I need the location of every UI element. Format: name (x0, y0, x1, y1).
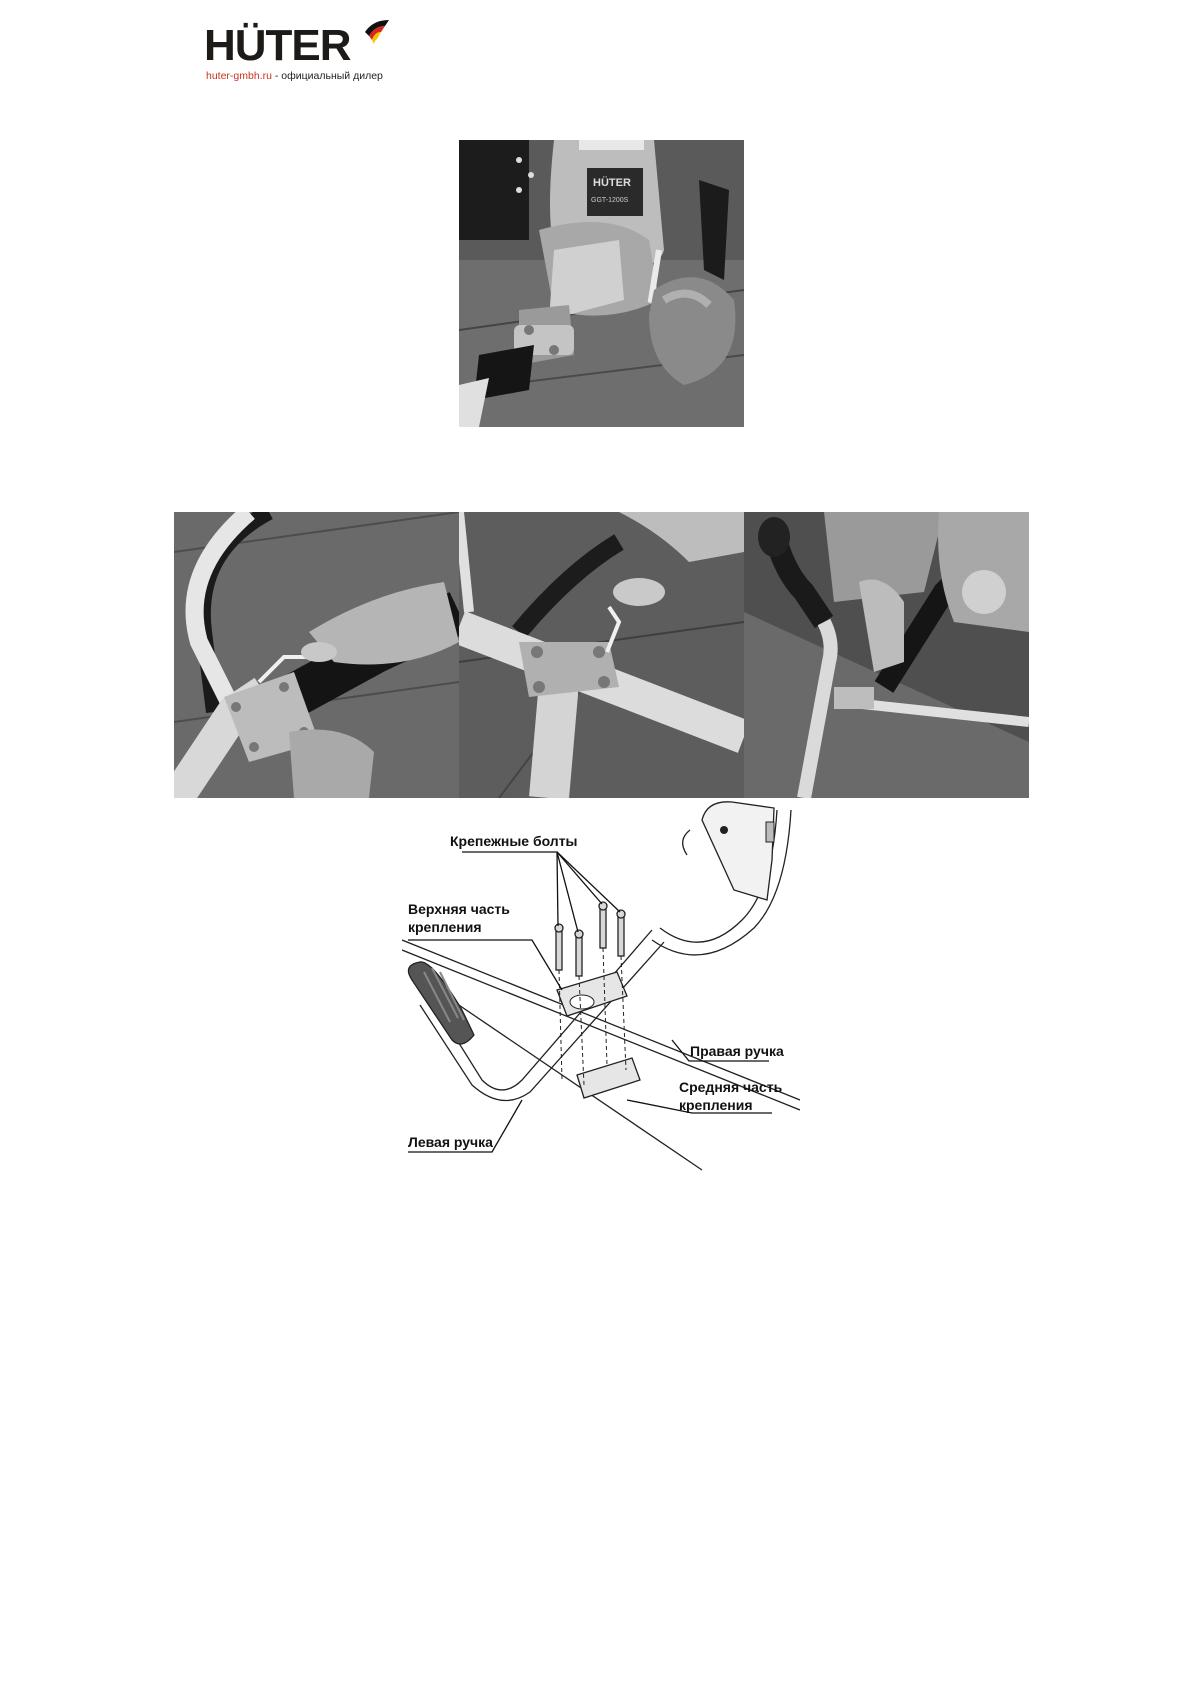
flag-icon (359, 18, 395, 58)
engine-assembly-photo (459, 140, 744, 427)
handle-assembly-diagram (402, 800, 800, 1172)
label-right-handle: Правая ручка (690, 1043, 784, 1059)
handle-assembled-photo (744, 512, 1029, 798)
engine-model: GGT-1200S (591, 197, 629, 204)
label-middle-clamp-1: Средняя часть (679, 1079, 783, 1095)
label-left-handle: Левая ручка (408, 1134, 493, 1150)
logo-tagline (206, 70, 383, 82)
label-mounting-bolts: Крепежные болты (450, 833, 578, 849)
brand-logo (204, 18, 394, 84)
logo-wordmark: HÜTER (204, 21, 351, 70)
label-upper-clamp-1: Верхняя часть (408, 901, 510, 917)
handle-clamp-photo-2 (459, 512, 744, 798)
label-upper-clamp-2: крепления (408, 919, 482, 935)
label-middle-clamp-2: крепления (679, 1097, 753, 1113)
dealer-url[interactable]: huter-gmbh.ru (206, 70, 272, 82)
dealer-text: - официальный дилер (271, 70, 383, 82)
engine-badge: HÜTER (593, 177, 631, 189)
handle-clamp-photo-1 (174, 512, 459, 798)
